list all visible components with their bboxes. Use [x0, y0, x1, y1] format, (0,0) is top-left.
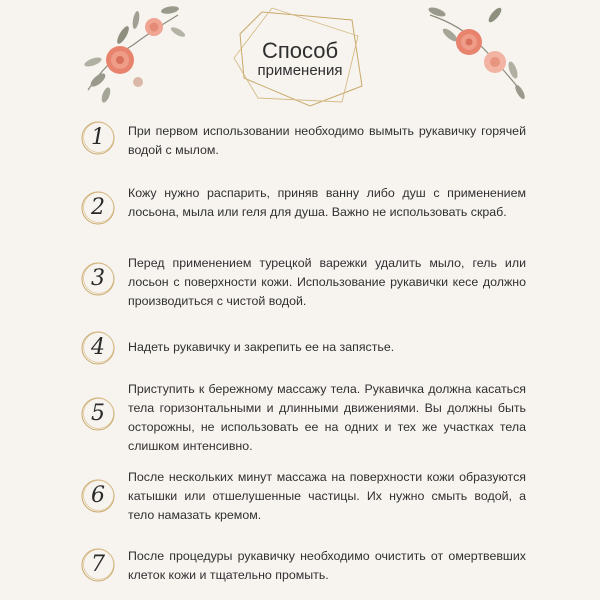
step-text: После процедуры рукавичку необходимо очистить от омертвевших клеток кожи и тщательно промыть. [128, 549, 526, 582]
step-number-badge [80, 261, 116, 297]
step-number-badge [80, 396, 116, 432]
step-number-badge [80, 120, 116, 156]
step-number-badge [80, 547, 116, 583]
step-number: 3 [91, 266, 105, 291]
step-text: При первом использовании необходимо вымыть рукавичку горячей водой с мылом. [128, 124, 526, 157]
step-text: После нескольких минут массажа на поверхности кожи образуются катышки или отшелушенные частицы. Их нужно смыть водой, а тело намазать кремом. [128, 470, 526, 522]
step-number-badge [80, 330, 116, 366]
step-number-badge [80, 478, 116, 514]
step-number: 2 [91, 195, 105, 220]
step-text: Надеть рукавичку и закрепить ее на запястье. [128, 340, 395, 354]
step-number: 6 [91, 483, 105, 508]
step-number: 1 [91, 125, 105, 150]
step-text: Перед применением турецкой варежки удалить мыло, гель или лосьон с поверхности кожи. Использование рукавички кесе должно производиться с чистой водой. [128, 256, 526, 308]
step-number-badge [80, 190, 116, 226]
step-text: Кожу нужно распарить, приняв ванну либо душ с применением лосьона, мыла или геля для душа. Важно не использовать скраб. [128, 186, 526, 219]
page-title: Способ [261, 38, 339, 63]
step-number: 4 [91, 335, 105, 360]
step-number: 7 [91, 552, 105, 577]
step-number: 5 [91, 401, 105, 426]
step-text: Приступить к бережному массажу тела. Рукавичка должна касаться тела горизонтальными и длинными движениями. Вы должны быть осторожны, не использовать ее на одних и тех же участках тела слишком интенсивно. [128, 382, 526, 453]
page-subtitle: применения [257, 62, 343, 79]
